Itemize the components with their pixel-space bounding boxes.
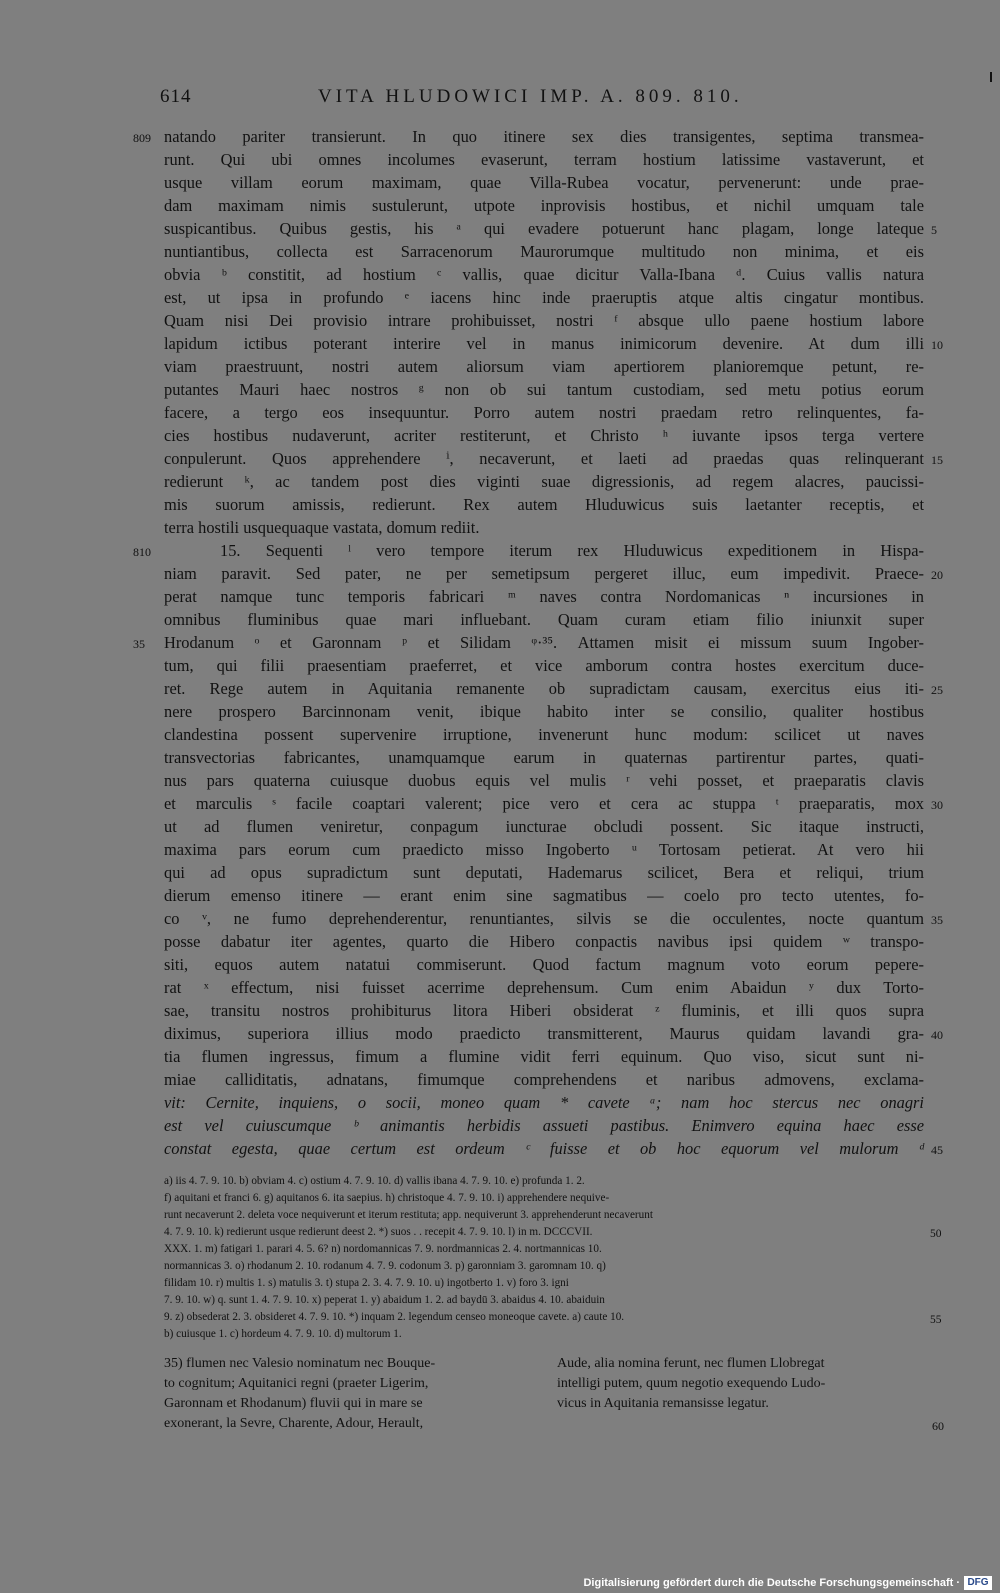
margin-line-number: 10 [931,338,943,352]
text-line: viam praestruunt, nostri autem aliorsum viam apertiorem planioremque petunt, re- [164,357,924,376]
text-line: rat ˣ effectum, nisi fuisset acerrime deprehensum. Cum enim Abaidun ʸ dux Torto- [164,978,924,997]
running-title: VITA HLUDOWICI IMP. A. 809. 810. [318,86,743,107]
text-line: sae, transitu nostros prohibiturus litora Hiberi obsiderat ᶻ fluminis, et illi quos supra [164,1001,924,1020]
commentary-line: exonerant, la Sevre, Charente, Adour, Herault, [164,1416,424,1431]
page-number: 614 [160,86,192,107]
apparatus-line: a) iis 4. 7. 9. 10. b) obviam 4. c) ostium 4. 7. 9. 10. d) vallis ibana 4. 7. 9. 10. e) profunda 1. 2. [164,1175,585,1187]
text-line: omnibus fluminibus quae mari influebant. Quam curam etiam filio iniunxit super [164,610,924,629]
text-line: constat egesta, quae certum est ordeum ᶜ fuisse et ob hoc equorum vel mulorum ᵈ [164,1139,924,1158]
text-line: redierunt ᵏ, ac tandem post dies viginti suae digressionis, ad regem alacres, paucissi- [164,472,924,491]
apparatus-line: f) aquitani et franci 6. g) aquitanos 6. ita saepius. h) christoque 4. 7. 9. 10. i) apprehendere nequive- [164,1192,610,1204]
margin-line-number: 30 [931,798,943,812]
text-line: est, ut ipsa in profundo ᵉ iacens hinc inde praeruptis atque altis cingatur montibus. [164,288,924,307]
commentary-line: 35) flumen nec Valesio nominatum nec Bouque- [164,1356,436,1371]
apparatus-line: 9. z) obsederat 2. 3. obsideret 4. 7. 9. 10. *) inquam 2. legendum censeo moneoque cavete. a) caute 10. [164,1311,625,1323]
text-line: terra hostili usquequaque vastata, domum rediit. [164,518,480,537]
margin-year: 810 [133,545,151,559]
funding-credit: Digitalisierung gefördert durch die Deutsche Forschungsgemeinschaft · [583,1577,960,1589]
chapter-start-line: 15. Sequenti ˡ vero tempore iterum rex Hluduwicus expeditionem in Hispa- [220,541,924,560]
apparatus-line: b) cuiusque 1. c) hordeum 4. 7. 9. 10. d) multorum 1. [164,1328,402,1340]
margin-line-number: 40 [931,1028,943,1042]
text-line: niam paravit. Sed pater, ne per semetipsum pergeret illuc, eum impedivit. Praece- [164,564,924,583]
scan-mark [990,72,992,82]
text-line: co ᵛ, ne fumo deprehenderentur, renuntiantes, silvis se die occulentes, nocte quantum [164,909,924,928]
margin-line-number: 15 [931,453,943,467]
commentary-line: intelligi putem, quum negotio exequendo Ludo- [557,1376,826,1391]
apparatus-line: 4. 7. 9. 10. k) redierunt usque redierunt deest 2. *) suos . . recepit 4. 7. 9. 10. l) in m. DCCCVII. [164,1226,593,1238]
margin-line-number: 5 [931,223,937,237]
commentary-line: to cognitum; Aquitanici regni (praeter Ligerim, [164,1376,429,1391]
text-line: nuntiantibus, collecta est Sarracenorum Maurorumque multitudo non minima, et eis [164,242,924,261]
apparatus-line: XXX. 1. m) fatigari 1. parari 4. 5. 6? n) nordomannicas 7. 9. nordmannicas 2. 4. nortmannicas 10. [164,1243,602,1255]
text-line: qui ad opus supradictum sunt deputati, Hademarus scilicet, Bera et reliqui, trium [164,863,924,882]
text-line: obvia ᵇ constitit, ad hostium ᶜ vallis, quae dicitur Valla-Ibana ᵈ. Cuius vallis natura [164,265,924,284]
text-line: vit: Cernite, inquiens, o socii, moneo quam * cavete ᵃ; nam hoc stercus nec onagri [164,1093,924,1112]
dfg-logo: DFG [964,1576,992,1590]
text-line: dierum emenso itinere — erant enim sine sagmatibus — coelo pro tecto utentes, fo- [164,886,924,905]
text-line: runt. Qui ubi omnes incolumes evaserunt, terram hostium latissime vastaverunt, et [164,150,924,169]
text-line: perat namque tunc temporis fabricari ᵐ naves contra Nordomanicas ⁿ incursiones in [164,587,924,606]
commentary-line: Garonnam et Rhodanum) fluvii qui in mare se [164,1396,423,1411]
margin-line-number: 35 [133,637,145,651]
text-line: putantes Mauri haec nostros ᵍ non ob sui tantum custodiam, sed metu potius eorum [164,380,924,399]
text-line: clandestina possent supervenire irruptione, invenerunt hunc modum: scilicet ut naves [164,725,924,744]
text-line: transvectorias fabricantes, unamquamque earum in quaternas partirentur partes, quati- [164,748,924,767]
text-line: nus pars quaterna cuiusque duobus equis vel mulis ʳ vehi posset, et praeparatis clavis [164,771,924,790]
margin-year: 809 [133,131,151,145]
text-line: et marculis ˢ facile coaptari valerent; pice vero et cera ac stuppa ᵗ praeparatis, mox [164,794,924,813]
margin-line-number: 50 [930,1228,942,1240]
text-line: mis suorum amissis, redierunt. Rex autem Hluduwicus suis laetanter receptis, et [164,495,924,514]
text-line: ut ad flumen veniretur, conpagum iuncturae obcludi possent. Sic itaque instructi, [164,817,924,836]
margin-line-number: 25 [931,683,943,697]
text-line: Quam nisi Dei provisio intrare prohibuisset, nostri ᶠ absque ullo paene hostium labore [164,311,924,330]
text-line: dam maximam nimis sustulerunt, utpote inprovisis hostibus, et nichil umquam tale [164,196,924,215]
apparatus-line: normannicas 3. o) rhodanum 2. 10. rodanum 4. 7. 9. codonum 3. p) garonniam 3. garomnam 10. q) [164,1260,606,1272]
text-line: conpulerunt. Quos apprehendere ⁱ, necaverunt, et laeti ad praedas quas relinquerant [164,449,924,468]
text-line: posse dabatur iter agentes, quarto die Hibero conpactis navibus ipsi quidem ʷ transpo- [164,932,924,951]
text-line: usque villam eorum maximam, quae Villa-Rubea vocatur, pervenerunt: unde prae- [164,173,924,192]
commentary-line: vicus in Aquitania remansisse legatur. [557,1396,769,1411]
text-line: facere, a tergo eos insequuntur. Porro autem nostri praedam retro relinquentes, fa- [164,403,924,422]
text-line: miae calliditatis, adnatans, fimumque comprehendens et naribus admovens, exclama- [164,1070,924,1089]
text-line: Hrodanum ᵒ et Garonnam ᵖ et Silidam ᵠ·³⁵. Attamen misit ei missum suum Ingober- [164,633,924,652]
margin-line-number: 45 [931,1143,943,1157]
text-line: natando pariter transierunt. In quo itinere sex dies transigentes, septima transmea- [164,127,924,146]
page-header [160,86,920,114]
apparatus-line: filidam 10. r) multis 1. s) matulis 3. t) stupa 2. 3. 4. 7. 9. 10. u) ingotberto 1. v) foro 3. igni [164,1277,569,1289]
margin-line-number: 55 [930,1314,942,1326]
text-line: diximus, superiora illius modo praedicto transmitterent, Maurus quidam lavandi gra- [164,1024,924,1043]
margin-line-number: 20 [931,568,943,582]
margin-line-number: 60 [932,1419,944,1433]
text-line: lapidum ictibus poterant interire vel in manus inimicorum devenire. At dum illi [164,334,924,353]
apparatus-line: runt necaverunt 2. deleta voce nequiverunt et iterum restituta; app. nequiverunt 3. apprehenderunt necaverunt [164,1209,653,1221]
text-line: suspicantibus. Quibus gestis, his ᵃ qui evadere potuerunt hanc plagam, longe lateque [164,219,924,238]
text-line: est vel cuiuscumque ᵇ animantis herbidis assueti pastibus. Enimvero equina haec esse [164,1116,924,1135]
text-line: cies hostibus nudaverunt, acriter restiterunt, et Christo ʰ iuvante ipsos terga vertere [164,426,924,445]
text-line: ret. Rege autem in Aquitania remanente ob supradictam causam, exercitus eius iti- [164,679,924,698]
text-line: siti, equos autem natatui commiserunt. Quod factum magnum voto eorum pepere- [164,955,924,974]
apparatus-line: 7. 9. 10. w) q. sunt 1. 4. 7. 9. 10. x) peperat 1. y) abaidum 1. 2. ad baydū 3. abaidus 4. 10. abaiduin [164,1294,605,1306]
margin-line-number: 35 [931,913,943,927]
text-line: tum, qui filii praesentiam praeferret, et vice amborum contra hostes exercitum duce- [164,656,924,675]
text-line: maxima pars eorum cum praedicto misso Ingoberto ᵘ Tortosam petierat. At vero hii [164,840,924,859]
commentary-line: Aude, alia nomina ferunt, nec flumen Llobregat [557,1356,825,1371]
text-line: nere prospero Barcinnonam venit, ibique habito inter se consilio, qualiter hostibus [164,702,924,721]
text-line: tia flumen ingressus, fimum a flumine vidit ferri equinum. Quo viso, sicut sunt ni- [164,1047,924,1066]
